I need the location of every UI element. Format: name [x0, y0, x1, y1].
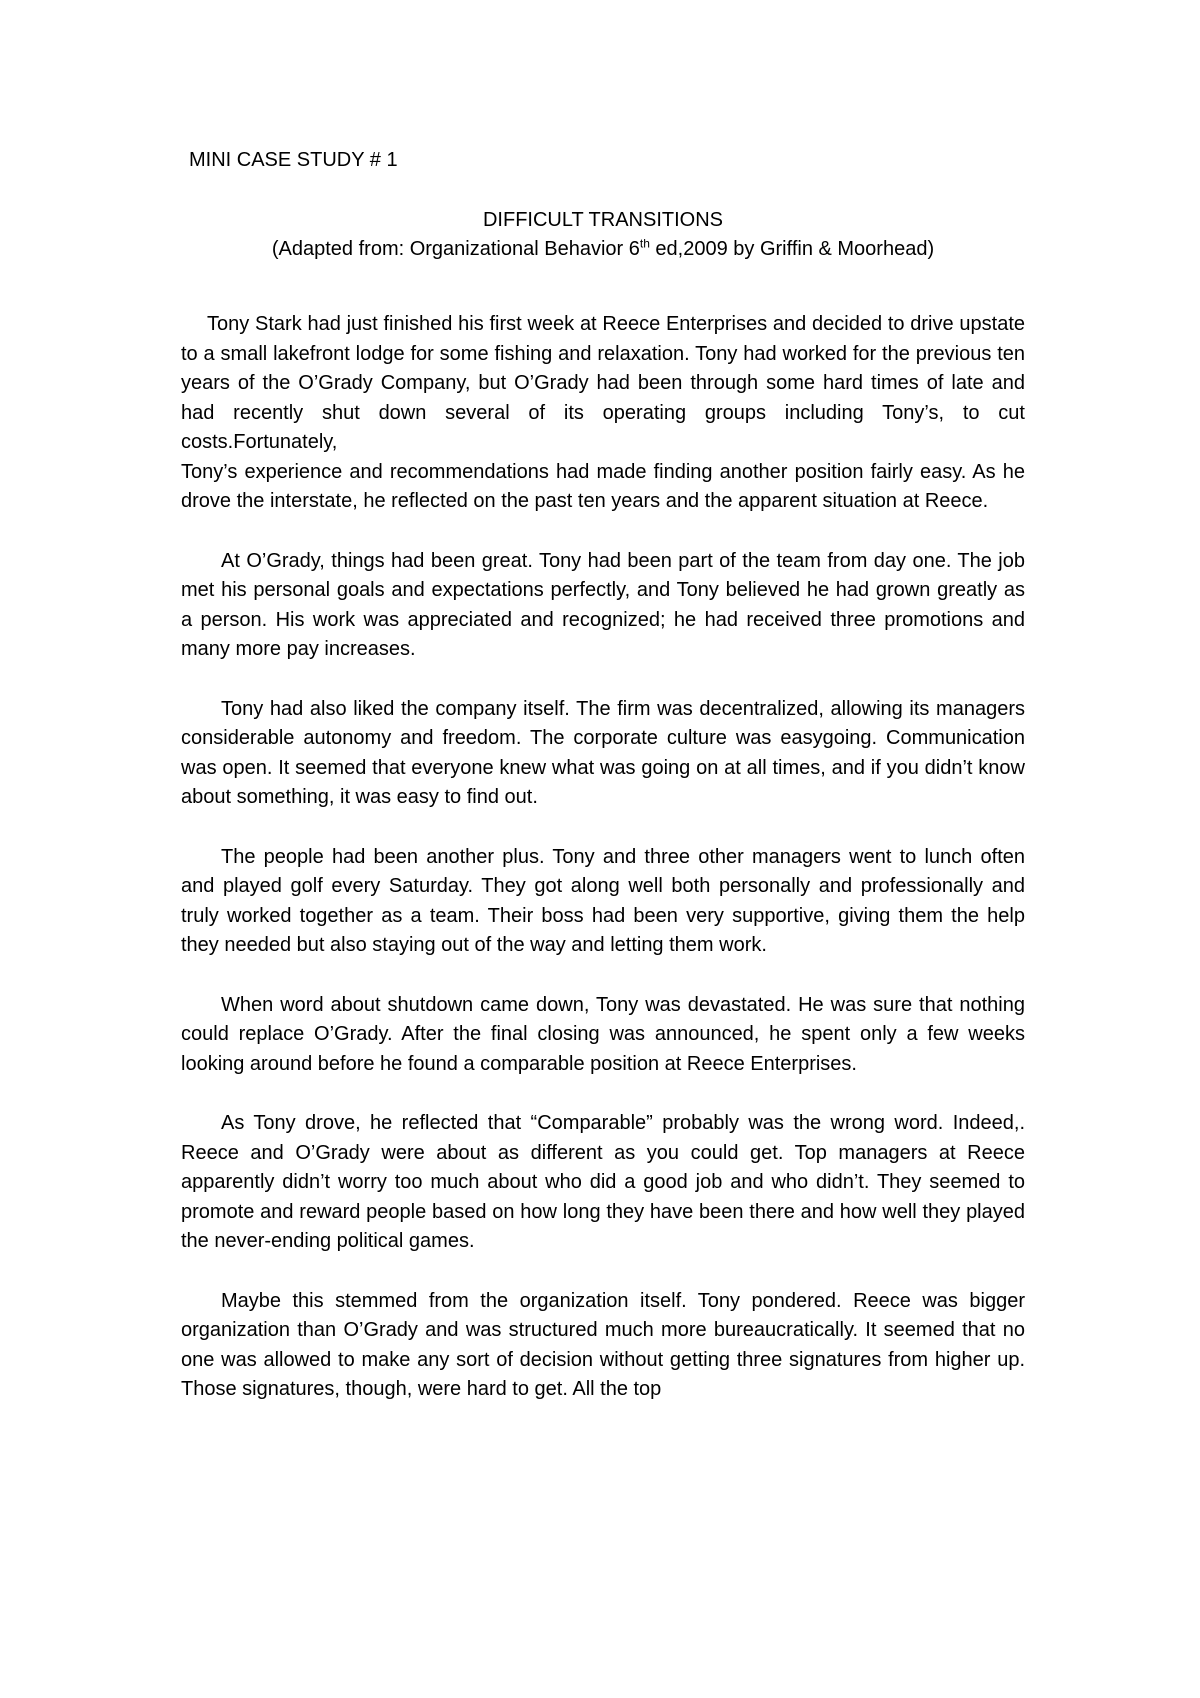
paragraph-text: Tony had also liked the company itself. The firm was decentralized, allowing its managers considerable autonomy and freedom. The corporate culture was easygoing. Communication was open. It seemed that everyone knew what was going on at all times, and if you didn’t know about something, it was easy to find out. [181, 697, 1025, 808]
paragraph-text: Maybe this stemmed from the organization itself. Tony pondered. Reece was bigger organization than O’Grady and was structured much more bureaucratically. It seemed that no one was allowed to make any sort of decision without getting three signatures from higher up. Those signatures, though, were hard to get. All the top [181, 1289, 1025, 1400]
paragraph [181, 991, 1025, 1080]
paragraph-text: At O’Grady, things had been great. Tony had been part of the team from day one. The job met his personal goals and expectations perfectly, and Tony believed he had grown greatly as a person. His work was appreciated and recognized; he had received three promotions and many more pay increases. [181, 549, 1025, 660]
document-subtitle [181, 234, 1025, 264]
paragraph [181, 843, 1025, 961]
document-body [181, 146, 1025, 1435]
paragraph [181, 1287, 1025, 1405]
paragraph-text: When word about shutdown came down, Tony was devastated. He was sure that nothing could replace O’Grady. After the final closing was announced, he spent only a few weeks looking around before he found a comparable position at Reece Enterprises. [181, 993, 1025, 1075]
case-study-label: MINI CASE STUDY # 1 [189, 149, 398, 171]
document-title: DIFFICULT TRANSITIONS [482, 209, 724, 231]
subtitle-superscript: th [639, 236, 650, 251]
paragraph [181, 310, 1025, 517]
paragraph [181, 695, 1025, 813]
paragraph [181, 1109, 1025, 1257]
paragraph [181, 547, 1025, 665]
paragraph-continuation: Tony’s experience and recommendations had made finding another position fairly easy. As he drove the interstate, he reflected on the past ten years and the apparent situation at Reece. [181, 460, 1025, 512]
paragraph-text: As Tony drove, he reflected that “Comparable” probably was the wrong word. Indeed,. Reece and O’Grady were about as different as you could get. Top managers at Reece apparently didn’t worry too much about who did a good job and who didn’t. They seemed to promote and reward people based on how long they have been there and how well they played the never-ending political games. [181, 1112, 1025, 1252]
paragraph-text: The people had been another plus. Tony and three other managers went to lunch often and played golf every Saturday. They got along well both personally and professionally and truly worked together as a team. Their boss had been very supportive, giving them the help they needed but also staying out of the way and letting them work. [181, 845, 1025, 956]
paragraph-text: Tony Stark had just finished his first week at Reece Enterprises and decided to drive upstate to a small lakefront lodge for some fishing and relaxation. Tony had worked for the previous ten years of the O’Grady Company, but O’Grady had been through some hard times of late and had recently shut down several of its operating groups including Tony’s, to cut costs.Fortunately, [181, 313, 1025, 453]
subtitle-suffix: ed,2009 by Griffin & Moorhead) [649, 238, 935, 260]
subtitle-prefix: (Adapted from: Organizational Behavior 6 [271, 238, 640, 260]
